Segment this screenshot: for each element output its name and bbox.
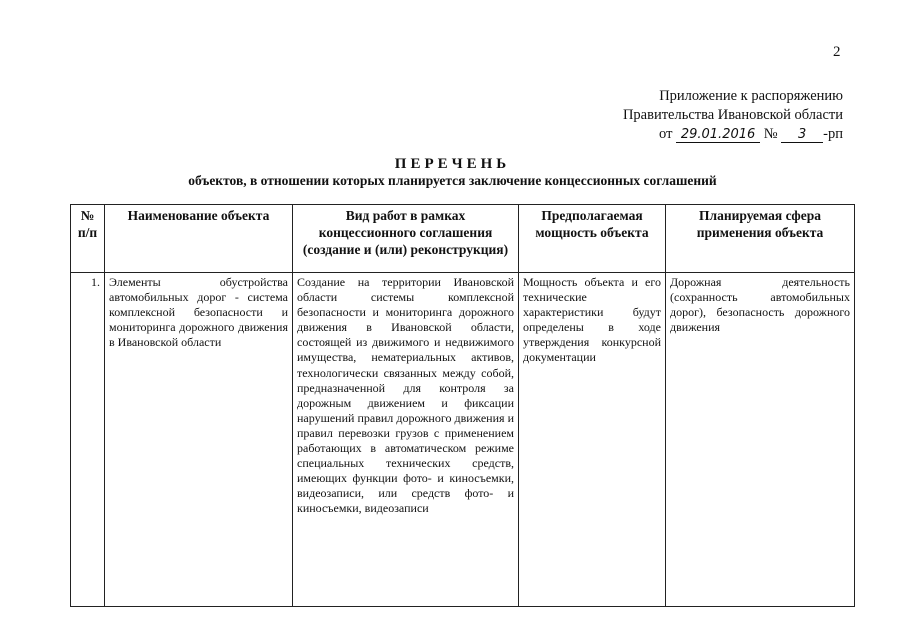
document-subtitle: объектов, в отношении которых планируется заключение концессионных соглашений — [188, 173, 717, 188]
table-row — [71, 273, 855, 607]
cell-object-name: Элементы обустройства автомобильных дорог - система комплексной безопасности и мониторинга дорожного движения в Ивановской области — [105, 273, 293, 607]
appendix-number-label: № — [763, 126, 778, 142]
objects-table — [70, 204, 855, 607]
appendix-prefix: от — [659, 126, 673, 142]
header-sphere: Планируемая сфера применения объекта — [666, 205, 855, 273]
document-title: ПЕРЕЧЕНЬ — [394, 156, 511, 172]
appendix-number: 3 — [781, 128, 823, 143]
header-capacity: Предполагаемая мощность объекта — [519, 205, 666, 273]
header-number: № п/п — [71, 205, 105, 273]
cell-sphere: Дорожная деятельность (сохранность автомобильных дорог), безопасность дорожного движения — [666, 273, 855, 607]
appendix-date-line — [623, 125, 843, 144]
page-number: 2 — [833, 44, 841, 60]
appendix-block — [623, 87, 843, 144]
header-object-name: Наименование объекта — [105, 205, 293, 273]
appendix-suffix: -рп — [823, 126, 843, 142]
appendix-date: 29.01.2016 — [676, 128, 760, 143]
cell-capacity: Мощность объекта и его технические характеристики будут определены в ходе утверждения конкурсной документации — [519, 273, 666, 607]
header-works: Вид работ в рамках концессионного соглашения (создание и (или) реконструкция) — [293, 205, 519, 273]
table-header-row — [71, 205, 855, 273]
appendix-line-1: Приложение к распоряжению — [659, 88, 843, 104]
appendix-line-2: Правительства Ивановской области — [622, 107, 843, 123]
cell-number: 1. — [71, 273, 105, 607]
cell-works: Создание на территории Ивановской области системы комплексной безопасности и мониторинга дорожного движения в Ивановской области, состоящей из движимого и недвижимого имущества, нематериальных активов, технологически связанных между собой, предназначенной для контроля за дорожным движением и фиксации нарушений правил дорожного движения и правил перевозки грузов с применением работающих в автоматическом режиме специальных технических средств, имеющих функции фото- и киносъемки, видеозаписи, или средств фото- и киносъемки, видеозаписи — [293, 273, 519, 607]
